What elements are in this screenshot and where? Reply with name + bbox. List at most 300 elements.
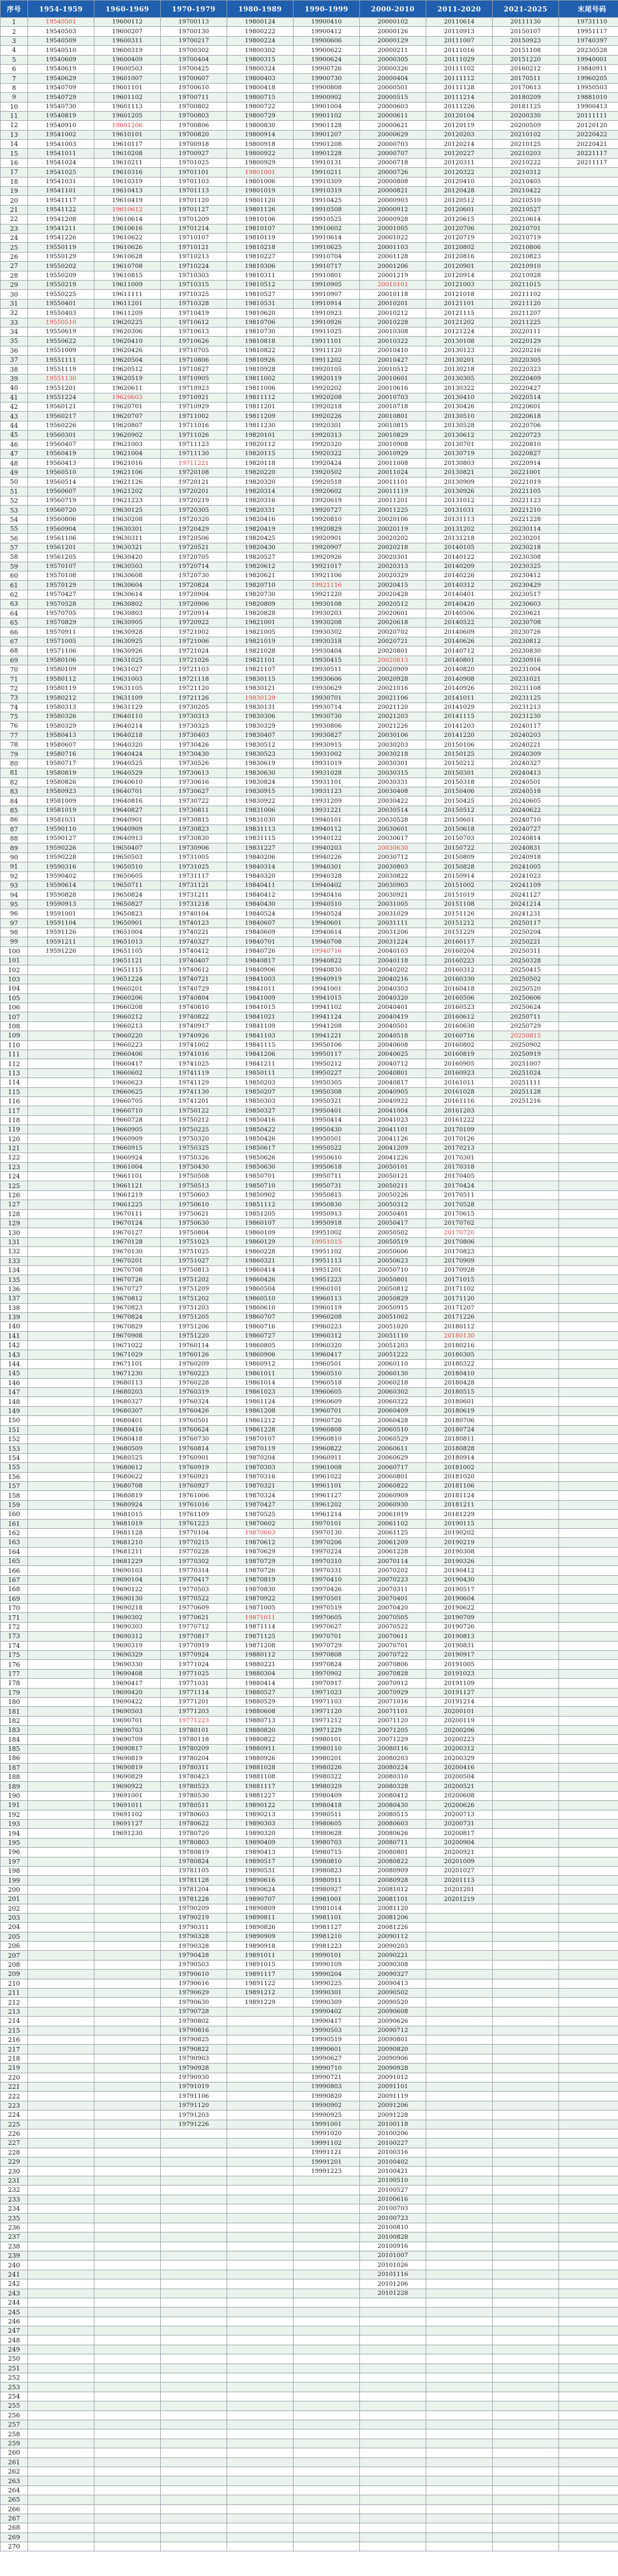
- number-cell: 19980322: [294, 1773, 360, 1782]
- number-cell: 19830121: [227, 684, 294, 693]
- number-cell: 19750630: [161, 1219, 227, 1228]
- number-cell: [227, 2110, 294, 2120]
- number-cell: 20160923: [426, 1068, 493, 1078]
- number-cell: 19970902: [294, 1669, 360, 1678]
- number-cell: 19970101: [294, 1519, 360, 1528]
- number-cell: [493, 1294, 559, 1303]
- number-cell: [559, 2504, 618, 2514]
- number-cell: [559, 252, 618, 261]
- number-cell: 20220601: [493, 403, 559, 412]
- number-cell: 19540709: [28, 83, 94, 92]
- number-cell: [559, 562, 618, 571]
- number-cell: [360, 2401, 426, 2411]
- number-cell: 19911101: [294, 337, 360, 346]
- number-cell: 20200223: [426, 1735, 493, 1744]
- number-cell: [493, 2289, 559, 2298]
- number-cell: [426, 2542, 493, 2551]
- table-row: [1, 1031, 618, 1040]
- number-cell: 19821028: [227, 646, 294, 656]
- number-cell: 19970627: [294, 1622, 360, 1631]
- number-cell: 19610622: [94, 233, 161, 242]
- number-cell: 20071205: [360, 1726, 426, 1735]
- number-cell: 19850617: [227, 1143, 294, 1153]
- number-cell: 19760624: [161, 1425, 227, 1434]
- number-cell: 20230726: [493, 628, 559, 637]
- table-row: [1, 478, 618, 487]
- number-cell: [559, 2373, 618, 2382]
- number-cell: 19700918: [161, 140, 227, 149]
- number-cell: 19970808: [294, 1650, 360, 1659]
- number-cell: [493, 2495, 559, 2504]
- number-cell: 19701209: [161, 215, 227, 224]
- number-cell: 19970310: [294, 1557, 360, 1566]
- number-cell: [426, 1913, 493, 1922]
- number-cell: 20251007: [493, 1059, 559, 1068]
- table-row: [1, 431, 618, 440]
- number-cell: 19950503: [559, 83, 618, 92]
- number-cell: 20121003: [426, 280, 493, 289]
- number-cell: 19681210: [94, 1538, 161, 1547]
- number-cell: [227, 2542, 294, 2551]
- number-cell: [28, 965, 94, 975]
- number-cell: 19660728: [94, 1115, 161, 1125]
- number-cell: 20160312: [426, 965, 493, 975]
- number-cell: 19760919: [161, 1463, 227, 1472]
- number-cell: [294, 2298, 360, 2307]
- number-cell: 19901102: [294, 111, 360, 120]
- number-cell: [294, 2176, 360, 2185]
- number-cell: 19990820: [294, 2092, 360, 2101]
- number-cell: [28, 2514, 94, 2523]
- number-cell: [493, 1782, 559, 1791]
- number-cell: 19780523: [161, 1782, 227, 1791]
- table-row: [1, 1913, 618, 1922]
- number-cell: 19590226: [28, 843, 94, 853]
- number-cell: 20040905: [360, 1087, 426, 1096]
- number-cell: 19771025: [161, 1669, 227, 1678]
- table-row: [1, 1087, 618, 1096]
- number-cell: [94, 2035, 161, 2044]
- number-cell: 19660212: [94, 1012, 161, 1021]
- row-index: 30: [1, 290, 28, 299]
- number-cell: [28, 2401, 94, 2411]
- number-cell: 19710613: [161, 327, 227, 336]
- number-cell: 19920926: [294, 553, 360, 562]
- table-row: [1, 158, 618, 167]
- number-cell: 19700217: [161, 36, 227, 45]
- number-cell: 20211207: [493, 309, 559, 318]
- table-row: [1, 1463, 618, 1472]
- row-index: 65: [1, 618, 28, 628]
- number-cell: 20080116: [360, 1744, 426, 1753]
- number-cell: [28, 1125, 94, 1134]
- table-row: [1, 656, 618, 665]
- number-cell: 19710328: [161, 299, 227, 308]
- number-cell: [493, 2448, 559, 2457]
- number-cell: 19950321: [294, 1096, 360, 1106]
- number-cell: [28, 1322, 94, 1331]
- row-index: 78: [1, 740, 28, 749]
- number-cell: 20180322: [426, 1359, 493, 1368]
- number-cell: 19771024: [161, 1660, 227, 1669]
- number-cell: 20050606: [360, 1247, 426, 1256]
- number-cell: 19970824: [294, 1660, 360, 1669]
- row-index: 173: [1, 1632, 28, 1641]
- number-cell: 19821005: [227, 628, 294, 637]
- table-row: [1, 1876, 618, 1885]
- number-cell: [493, 1650, 559, 1659]
- number-cell: 20200904: [426, 1838, 493, 1847]
- number-cell: 19861011: [227, 1369, 294, 1378]
- number-cell: 20130612: [426, 431, 493, 440]
- number-cell: 20111130: [493, 18, 559, 27]
- number-cell: 20130201: [426, 356, 493, 365]
- table-row: [1, 1763, 618, 1772]
- number-cell: [94, 2382, 161, 2392]
- number-cell: [94, 2532, 161, 2542]
- number-cell: 19850422: [227, 1125, 294, 1134]
- number-cell: [559, 2345, 618, 2354]
- number-cell: [28, 1716, 94, 1725]
- number-cell: 19751202: [161, 1294, 227, 1303]
- number-cell: [227, 2017, 294, 2026]
- number-cell: [559, 1172, 618, 1181]
- number-cell: [94, 1838, 161, 1847]
- number-cell: [559, 1190, 618, 1200]
- number-cell: 20150512: [426, 806, 493, 815]
- number-cell: [28, 1791, 94, 1800]
- number-cell: [559, 1932, 618, 1941]
- number-cell: [559, 1275, 618, 1284]
- number-cell: 19670908: [94, 1331, 161, 1340]
- number-cell: 19710303: [161, 271, 227, 280]
- number-cell: 19710107: [161, 233, 227, 242]
- number-cell: [94, 1979, 161, 1988]
- number-cell: [426, 2439, 493, 2448]
- number-cell: 19930827: [294, 731, 360, 740]
- number-cell: [493, 2307, 559, 2317]
- number-cell: 19891117: [227, 1970, 294, 1979]
- number-cell: 20210823: [493, 252, 559, 261]
- number-cell: [94, 2354, 161, 2364]
- number-cell: 20150914: [426, 871, 493, 881]
- number-cell: 19960518: [294, 1378, 360, 1387]
- number-cell: [493, 2045, 559, 2054]
- number-cell: [493, 1575, 559, 1584]
- table-row: [1, 2476, 618, 2486]
- number-cell: 19690503: [94, 1707, 161, 1716]
- number-cell: 19650827: [94, 900, 161, 909]
- number-cell: 19940122: [294, 834, 360, 843]
- number-cell: 19560413: [28, 459, 94, 468]
- number-cell: 19590402: [28, 871, 94, 881]
- number-cell: 19540509: [28, 36, 94, 45]
- number-cell: [493, 1416, 559, 1425]
- number-cell: [493, 1773, 559, 1782]
- number-cell: [559, 993, 618, 1003]
- number-cell: [493, 2457, 559, 2467]
- number-cell: 19681211: [94, 1547, 161, 1556]
- number-cell: 20040922: [360, 1096, 426, 1106]
- number-cell: 19680509: [94, 1444, 161, 1453]
- number-cell: 20011101: [360, 478, 426, 487]
- number-cell: 19871208: [227, 1641, 294, 1650]
- number-cell: 19660909: [94, 1134, 161, 1143]
- number-cell: 20090520: [360, 1998, 426, 2007]
- table-row: [1, 674, 618, 684]
- number-cell: 20190604: [426, 1594, 493, 1603]
- number-cell: 20130803: [426, 459, 493, 468]
- row-index: 235: [1, 2214, 28, 2223]
- row-index: 238: [1, 2242, 28, 2251]
- number-cell: 20090308: [360, 1960, 426, 1969]
- number-cell: 19730815: [161, 815, 227, 825]
- number-cell: 20120311: [426, 158, 493, 167]
- number-cell: 19560419: [28, 449, 94, 458]
- number-cell: [28, 2373, 94, 2382]
- number-cell: [559, 2035, 618, 2044]
- number-cell: 19891122: [227, 1979, 294, 1988]
- number-cell: [28, 1219, 94, 1228]
- number-cell: [227, 2523, 294, 2532]
- table-row: [1, 2251, 618, 2260]
- number-cell: 20230830: [493, 646, 559, 656]
- number-cell: [493, 1679, 559, 1688]
- number-cell: 19580109: [28, 665, 94, 674]
- number-cell: [559, 2514, 618, 2523]
- number-cell: 19580607: [28, 740, 94, 749]
- table-row: [1, 356, 618, 365]
- number-cell: 19610413: [94, 187, 161, 196]
- number-cell: [94, 2092, 161, 2101]
- number-cell: [227, 2448, 294, 2457]
- number-cell: 20090413: [360, 1979, 426, 1988]
- number-cell: 19980101: [294, 1735, 360, 1744]
- number-cell: 19960822: [294, 1444, 360, 1453]
- number-cell: 20010322: [360, 337, 426, 346]
- number-cell: [493, 2261, 559, 2270]
- number-cell: [161, 2448, 227, 2457]
- number-cell: 19630905: [94, 618, 161, 628]
- number-cell: [28, 1425, 94, 1434]
- number-cell: [360, 2486, 426, 2495]
- number-cell: 19661225: [94, 1200, 161, 1209]
- number-cell: 20160630: [426, 1021, 493, 1031]
- number-cell: [559, 590, 618, 599]
- number-cell: 20100421: [360, 2167, 426, 2176]
- number-cell: [28, 1050, 94, 1059]
- table-row: [1, 18, 618, 27]
- number-cell: [28, 1031, 94, 1040]
- number-cell: 20050623: [360, 1256, 426, 1265]
- number-cell: 20121115: [426, 309, 493, 318]
- number-cell: [227, 2420, 294, 2429]
- row-index: 266: [1, 2504, 28, 2514]
- number-cell: [28, 2157, 94, 2167]
- number-cell: 19840206: [227, 853, 294, 862]
- table-row: [1, 984, 618, 993]
- number-cell: [559, 975, 618, 984]
- row-index: 43: [1, 412, 28, 421]
- row-index: 262: [1, 2467, 28, 2476]
- number-cell: 19860707: [227, 1312, 294, 1321]
- number-cell: [493, 1791, 559, 1800]
- number-cell: 19580112: [28, 674, 94, 684]
- number-cell: 19660201: [94, 984, 161, 993]
- number-cell: 20210102: [493, 130, 559, 139]
- number-cell: [28, 1040, 94, 1050]
- number-cell: [493, 1538, 559, 1547]
- number-cell: [28, 1078, 94, 1087]
- number-cell: 20150125: [426, 749, 493, 759]
- number-cell: [493, 1284, 559, 1293]
- number-cell: 19971103: [294, 1697, 360, 1706]
- number-cell: [559, 1913, 618, 1922]
- number-cell: 19821019: [227, 637, 294, 646]
- number-cell: 19860510: [227, 1294, 294, 1303]
- number-cell: [28, 1810, 94, 1819]
- number-cell: [28, 1801, 94, 1810]
- number-cell: 20070722: [360, 1650, 426, 1659]
- number-cell: 19740917: [161, 1021, 227, 1031]
- number-cell: [94, 2542, 161, 2551]
- number-cell: [493, 2232, 559, 2242]
- number-cell: 19760921: [161, 1472, 227, 1481]
- number-cell: [493, 1510, 559, 1519]
- number-cell: 19770712: [161, 1622, 227, 1631]
- number-cell: 19730627: [161, 787, 227, 796]
- row-index: 237: [1, 2232, 28, 2242]
- number-cell: 20210910: [493, 262, 559, 271]
- row-index: 12: [1, 121, 28, 130]
- number-cell: 20120802: [426, 243, 493, 252]
- number-cell: 19950414: [294, 1115, 360, 1125]
- table-row: [1, 2289, 618, 2298]
- number-cell: [559, 2270, 618, 2279]
- number-cell: 19761109: [161, 1510, 227, 1519]
- number-cell: 19690819: [94, 1754, 161, 1763]
- row-index: 175: [1, 1650, 28, 1659]
- number-cell: 19971229: [294, 1726, 360, 1735]
- number-cell: [294, 2279, 360, 2289]
- number-cell: 20220305: [493, 356, 559, 365]
- number-cell: 20031029: [360, 909, 426, 918]
- number-cell: [28, 2261, 94, 2270]
- number-cell: 20200731: [426, 1820, 493, 1829]
- number-cell: 19720906: [161, 599, 227, 609]
- number-cell: [94, 2176, 161, 2185]
- number-cell: [94, 2411, 161, 2420]
- number-cell: [426, 2411, 493, 2420]
- number-cell: [559, 2054, 618, 2063]
- number-cell: 20040817: [360, 1078, 426, 1087]
- number-cell: 19690709: [94, 1735, 161, 1744]
- number-cell: 19540619: [28, 64, 94, 73]
- number-cell: 19970130: [294, 1528, 360, 1537]
- number-cell: 19830129: [227, 693, 294, 703]
- number-cell: 19760324: [161, 1397, 227, 1406]
- number-cell: 19880608: [227, 1707, 294, 1716]
- number-cell: 19870603: [227, 1528, 294, 1537]
- number-cell: 20150406: [426, 787, 493, 796]
- number-cell: 19560514: [28, 478, 94, 487]
- number-cell: 19680203: [94, 1388, 161, 1397]
- number-cell: 19751025: [161, 1247, 227, 1256]
- number-cell: 19540629: [28, 74, 94, 83]
- number-cell: 19550119: [28, 243, 94, 252]
- number-cell: 20231108: [493, 684, 559, 693]
- number-cell: 20181020: [426, 1472, 493, 1481]
- number-cell: [426, 2279, 493, 2289]
- number-cell: 20030903: [360, 881, 426, 890]
- number-cell: [28, 2364, 94, 2373]
- table-row: [1, 309, 618, 318]
- number-cell: [493, 1632, 559, 1641]
- number-cell: 20040103: [360, 946, 426, 956]
- number-cell: 20120119: [426, 121, 493, 130]
- number-cell: 20241005: [493, 862, 559, 871]
- number-cell: 20181211: [426, 1500, 493, 1509]
- number-cell: 19951015: [294, 1237, 360, 1246]
- number-cell: [559, 1247, 618, 1256]
- number-cell: [559, 1284, 618, 1293]
- number-cell: 19780803: [161, 1838, 227, 1847]
- number-cell: 19751202: [161, 1275, 227, 1284]
- number-cell: 19730613: [161, 768, 227, 778]
- number-cell: 19681015: [94, 1510, 161, 1519]
- number-cell: 19940601: [294, 918, 360, 928]
- number-cell: 19640424: [94, 749, 161, 759]
- number-cell: 20180428: [426, 1378, 493, 1387]
- number-cell: 19770215: [161, 1538, 227, 1547]
- number-cell: 20230517: [493, 590, 559, 599]
- table-row: [1, 102, 618, 111]
- number-cell: 19800418: [227, 83, 294, 92]
- number-cell: [28, 2486, 94, 2495]
- number-cell: 19850902: [227, 1190, 294, 1200]
- number-cell: 20210527: [493, 205, 559, 214]
- row-index: 2: [1, 27, 28, 36]
- table-row: [1, 27, 618, 36]
- number-cell: 19860504: [227, 1284, 294, 1293]
- number-cell: 20050829: [360, 1294, 426, 1303]
- number-cell: 20241214: [493, 900, 559, 909]
- table-row: [1, 2542, 618, 2551]
- number-cell: 20190517: [426, 1585, 493, 1594]
- number-cell: 19750508: [161, 1172, 227, 1181]
- number-cell: [94, 2401, 161, 2411]
- number-cell: 20150618: [426, 825, 493, 834]
- number-cell: [559, 384, 618, 393]
- row-index: 160: [1, 1510, 28, 1519]
- number-cell: 19950913: [294, 1209, 360, 1218]
- number-cell: [28, 1697, 94, 1706]
- number-cell: 19790930: [161, 2073, 227, 2082]
- number-cell: 19630301: [94, 524, 161, 534]
- number-cell: [161, 2401, 227, 2411]
- row-index: 240: [1, 2261, 28, 2270]
- number-cell: 19910914: [294, 299, 360, 308]
- table-row: [1, 740, 618, 749]
- number-cell: [559, 1904, 618, 1913]
- number-cell: 19931123: [294, 787, 360, 796]
- number-cell: 20080928: [360, 1876, 426, 1885]
- number-cell: 19621004: [94, 449, 161, 458]
- number-cell: 19671101: [94, 1359, 161, 1368]
- row-index: 119: [1, 1125, 28, 1134]
- row-index: 152: [1, 1434, 28, 1443]
- number-cell: 20131218: [426, 534, 493, 543]
